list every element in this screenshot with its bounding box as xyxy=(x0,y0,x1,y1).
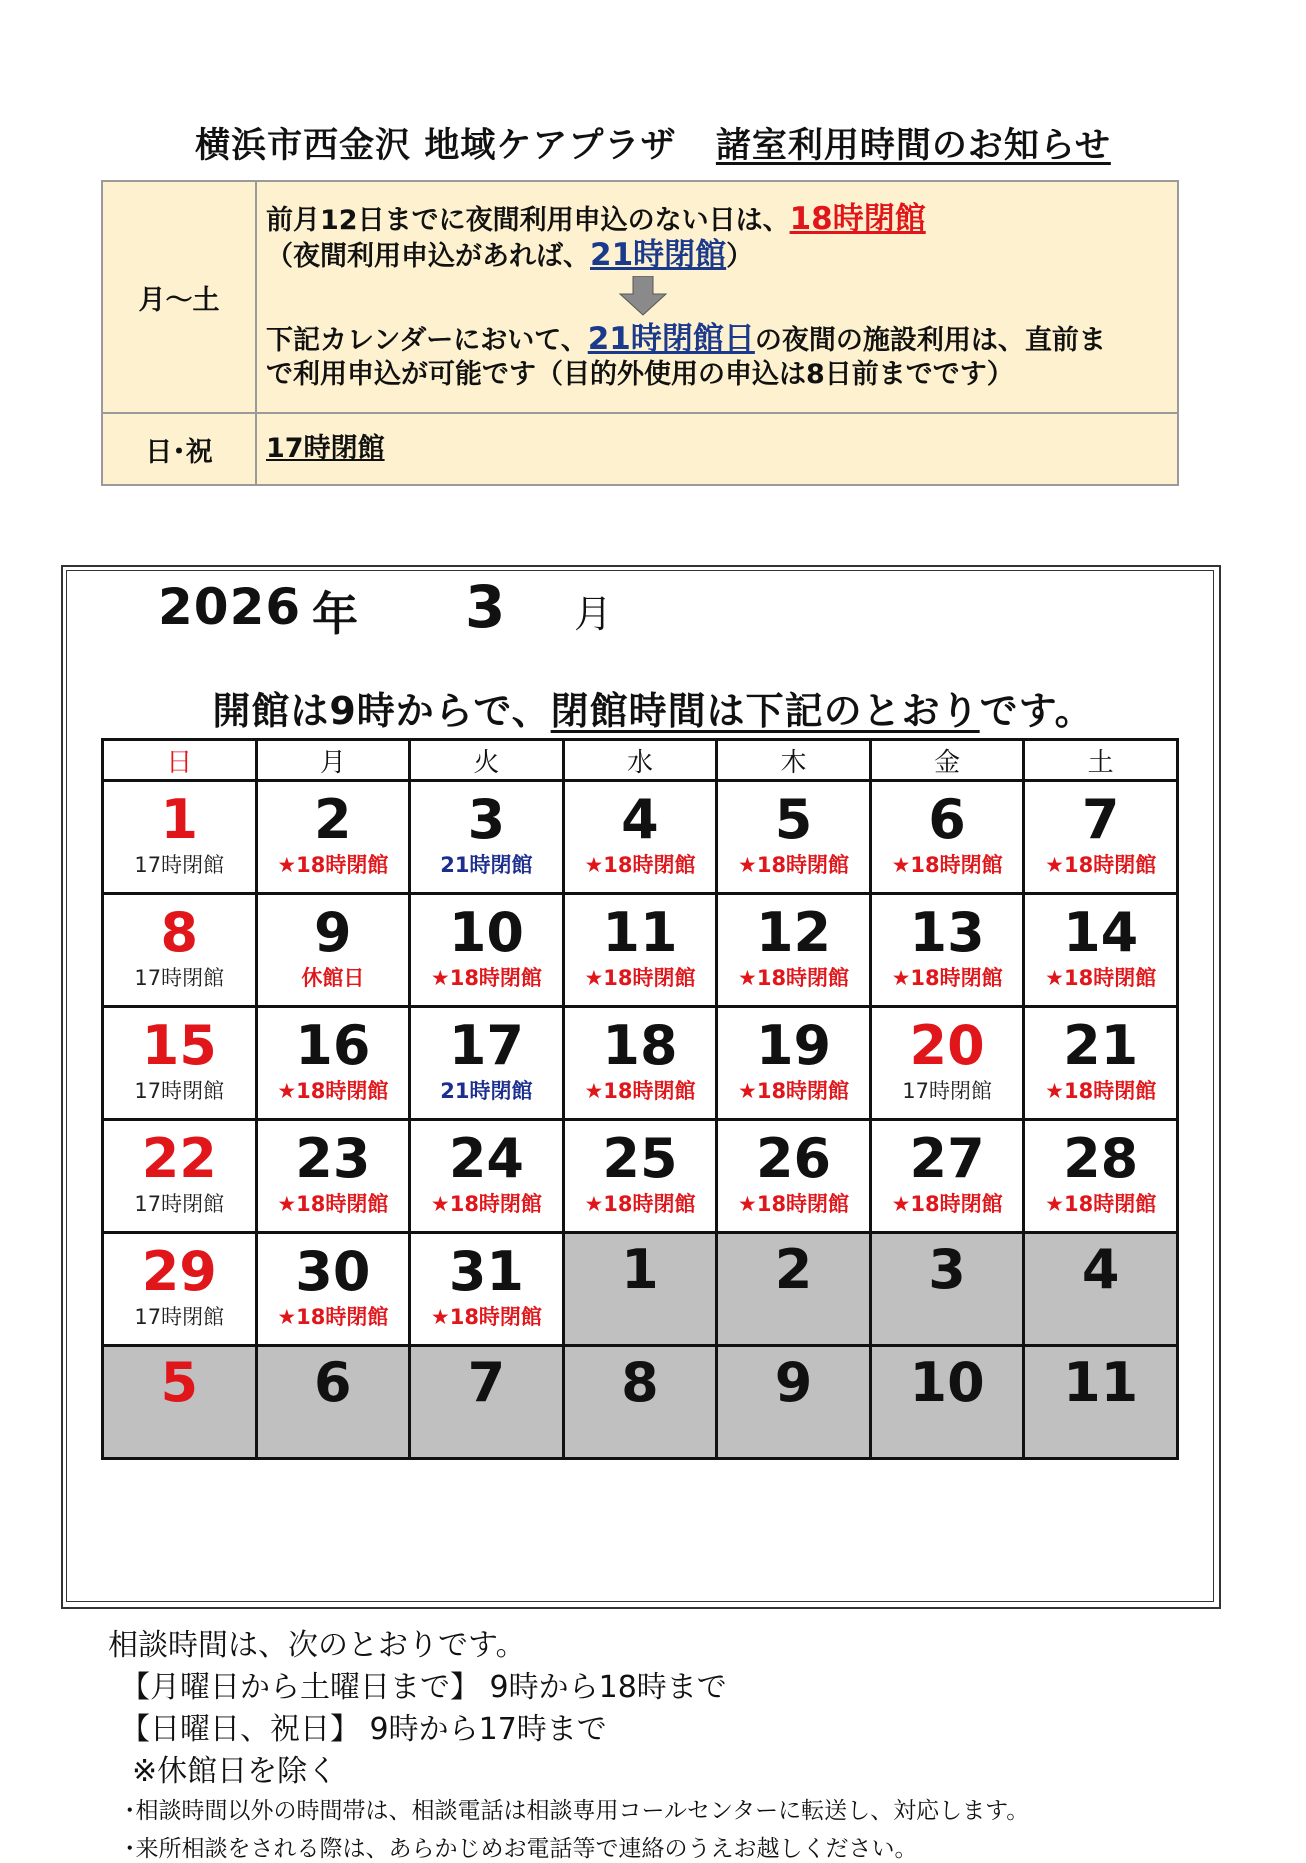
weekday-header: 月 xyxy=(256,740,410,781)
day-number: 13 xyxy=(909,901,985,964)
day-number: 16 xyxy=(295,1014,371,1077)
closing-time-label: ★18時閉館 xyxy=(738,853,850,877)
day-number: 17 xyxy=(448,1014,524,1077)
calendar-week-row xyxy=(103,894,1178,1007)
day-number: 19 xyxy=(755,1014,832,1077)
calendar-day-cell xyxy=(256,894,410,1007)
calendar-month: 3 xyxy=(465,573,506,641)
hours-info-table xyxy=(101,180,1179,486)
weekday-header: 木 xyxy=(717,740,871,781)
day-number: 31 xyxy=(448,1240,524,1303)
day-number: 28 xyxy=(1063,1127,1139,1190)
closing-21-emphasis: 21時閉館 xyxy=(590,237,727,273)
weekday-line1 xyxy=(266,202,1177,238)
closing-18-emphasis: 18時閉館 xyxy=(789,201,926,237)
calendar-day-cell xyxy=(103,1233,257,1346)
day-number: 21 xyxy=(1063,1014,1139,1077)
day-number: 9 xyxy=(774,1351,813,1414)
closing-time-label: ★18時閉館 xyxy=(584,1079,696,1103)
subtitle-pre: 開館は9時からで、 xyxy=(212,689,551,733)
holiday-cell xyxy=(256,413,1178,485)
title-sub: 諸室利用時間のお知らせ xyxy=(715,126,1111,166)
weekday-label: 月～土 xyxy=(102,181,256,413)
weekday-line2 xyxy=(266,238,1177,274)
calendar-day-cell-outside xyxy=(256,1346,410,1459)
day-number: 6 xyxy=(314,1351,352,1414)
notes-line2: 【月曜日から土曜日まで】 9時から18時まで xyxy=(120,1670,727,1705)
day-number: 5 xyxy=(160,1351,199,1414)
calendar-day-cell xyxy=(410,1120,564,1233)
day-number: 22 xyxy=(141,1127,217,1190)
weekday-line4: で利用申込が可能です（目的外使用の申込は8日前までです） xyxy=(266,359,1014,390)
calendar-day-cell xyxy=(1024,781,1178,894)
day-number: 10 xyxy=(448,901,524,964)
calendar-day-cell xyxy=(410,894,564,1007)
closing-time-label: ★18時閉館 xyxy=(738,1192,850,1216)
closing-time-label: 17時閉館 xyxy=(134,1079,225,1103)
calendar-day-cell-outside xyxy=(717,1233,871,1346)
closing-time-label: ★18時閉館 xyxy=(277,1305,389,1329)
calendar-day-cell xyxy=(103,781,257,894)
weekday-header: 土 xyxy=(1024,740,1178,781)
calendar-day-cell xyxy=(103,1120,257,1233)
closing-time-label: ★18時閉館 xyxy=(738,1079,850,1103)
calendar-day-cell-outside xyxy=(1024,1346,1178,1459)
down-arrow-icon xyxy=(618,276,668,316)
day-number: 18 xyxy=(602,1014,678,1077)
subtitle-underlined: 閉館時間は下記のとおり xyxy=(550,689,980,733)
calendar-day-cell xyxy=(870,1007,1024,1120)
calendar-day-cell xyxy=(410,781,564,894)
closing-time-label: ★18時閉館 xyxy=(277,1079,389,1103)
weekday-header: 水 xyxy=(563,740,717,781)
calendar-day-cell xyxy=(256,1233,410,1346)
day-number: 4 xyxy=(1081,1238,1120,1301)
closing-time-label: 17時閉館 xyxy=(134,1192,225,1216)
calendar-day-cell-outside xyxy=(563,1233,717,1346)
calendar-year-unit: 年 xyxy=(312,587,358,641)
day-number: 3 xyxy=(928,1238,966,1301)
calendar-day-cell xyxy=(1024,1007,1178,1120)
calendar-day-cell-outside xyxy=(870,1233,1024,1346)
calendar-day-cell xyxy=(717,1007,871,1120)
arrow-row xyxy=(266,274,1177,322)
calendar-day-cell xyxy=(1024,1120,1178,1233)
calendar-day-cell xyxy=(870,894,1024,1007)
day-number: 3 xyxy=(467,788,506,851)
closing-time-label: 21時閉館 xyxy=(440,1079,533,1103)
notes-small-1: ･相談時間以外の時間帯は、相談電話は相談専用コールセンターに転送し、対応します。 xyxy=(124,1798,1030,1824)
closing-time-label: 17時閉館 xyxy=(134,1305,225,1329)
day-number: 14 xyxy=(1063,901,1139,964)
day-number: 2 xyxy=(774,1238,813,1301)
closing-time-label: ★18時閉館 xyxy=(277,853,389,877)
day-number: 2 xyxy=(314,788,352,851)
day-number: 20 xyxy=(909,1014,985,1077)
weekday-line3-post: の夜間の施設利用は、直前ま xyxy=(754,325,1106,356)
day-number: 1 xyxy=(621,1238,659,1301)
calendar-day-cell xyxy=(410,1233,564,1346)
calendar-day-cell xyxy=(103,894,257,1007)
calendar-day-cell xyxy=(870,1120,1024,1233)
calendar-week-row xyxy=(103,1120,1178,1233)
calendar-subtitle xyxy=(0,680,1306,735)
notes-small-2: ･来所相談をされる際は、あらかじめお電話等で連絡のうえお越しください。 xyxy=(124,1836,918,1862)
weekday-header: 火 xyxy=(410,740,564,781)
day-number: 8 xyxy=(160,901,199,964)
holiday-text: 17時閉館 xyxy=(266,433,385,464)
day-number: 11 xyxy=(1063,1351,1139,1414)
calendar-grid xyxy=(101,738,1179,1460)
calendar-day-cell xyxy=(256,1007,410,1120)
calendar-day-cell xyxy=(717,1120,871,1233)
closing-time-label: ★18時閉館 xyxy=(430,1305,542,1329)
closing-time-label: ★18時閉館 xyxy=(1045,1079,1157,1103)
weekday-line3-text: 下記カレンダーにおいて、 xyxy=(266,325,588,356)
closing-time-label: ★18時閉館 xyxy=(891,853,1003,877)
calendar-day-cell xyxy=(410,1007,564,1120)
day-number: 10 xyxy=(909,1351,985,1414)
holiday-label: 日･祝 xyxy=(102,413,256,485)
holiday-row xyxy=(102,413,1178,485)
closing-time-label: ★18時閉館 xyxy=(430,966,542,990)
calendar-week-row xyxy=(103,1233,1178,1346)
weekday-row xyxy=(102,181,1178,413)
closing-time-label: 17時閉館 xyxy=(134,853,225,877)
closing-time-label: ★18時閉館 xyxy=(430,1192,542,1216)
calendar-day-cell-outside xyxy=(870,1346,1024,1459)
subtitle-post: です。 xyxy=(979,689,1094,733)
closing-21-day-emphasis: 21時閉館日 xyxy=(587,321,755,357)
closing-time-label: ★18時閉館 xyxy=(584,853,696,877)
closing-time-label: ★18時閉館 xyxy=(1045,853,1157,877)
calendar-day-cell xyxy=(717,894,871,1007)
closing-time-label: 17時閉館 xyxy=(902,1079,992,1103)
day-number: 9 xyxy=(314,901,352,964)
closing-time-label: ★18時閉館 xyxy=(584,966,696,990)
calendar-day-cell-outside xyxy=(410,1346,564,1459)
day-number: 4 xyxy=(621,788,659,851)
day-number: 24 xyxy=(448,1127,524,1190)
calendar-day-cell-outside xyxy=(1024,1233,1178,1346)
calendar-day-cell-outside xyxy=(563,1346,717,1459)
weekday-header-row xyxy=(103,740,1178,781)
calendar-day-cell xyxy=(256,1120,410,1233)
page-title xyxy=(0,118,1306,168)
day-number: 15 xyxy=(141,1014,217,1077)
calendar-month-unit: 月 xyxy=(574,592,613,636)
day-number: 8 xyxy=(621,1351,659,1414)
closing-time-label: 17時閉館 xyxy=(134,966,225,990)
closing-time-label: ★18時閉館 xyxy=(584,1192,696,1216)
calendar-day-cell xyxy=(563,781,717,894)
closing-time-label: ★18時閉館 xyxy=(277,1192,389,1216)
calendar-body xyxy=(103,781,1178,1459)
notes-line3: 【日曜日、祝日】 9時から17時まで xyxy=(120,1712,607,1747)
calendar-day-cell xyxy=(256,781,410,894)
closing-time-label: ★18時閉館 xyxy=(891,1192,1003,1216)
weekday-text xyxy=(256,181,1178,413)
day-number: 12 xyxy=(755,901,832,964)
calendar-day-cell xyxy=(563,1007,717,1120)
weekday-line3 xyxy=(266,322,1177,358)
day-number: 25 xyxy=(602,1127,678,1190)
day-number: 11 xyxy=(602,901,678,964)
closing-time-label: ★18時閉館 xyxy=(1045,1192,1157,1216)
weekday-header: 金 xyxy=(870,740,1024,781)
day-number: 7 xyxy=(1081,788,1120,851)
day-number: 30 xyxy=(295,1240,371,1303)
closing-time-label: 21時閉館 xyxy=(440,853,533,877)
calendar-day-cell-outside xyxy=(103,1346,257,1459)
calendar-week-row xyxy=(103,781,1178,894)
closing-time-label: 休館日 xyxy=(301,966,365,990)
calendar-day-cell xyxy=(563,894,717,1007)
calendar-day-cell xyxy=(717,781,871,894)
weekday-line2-text: （夜間利用申込があれば、 xyxy=(266,241,590,272)
day-number: 5 xyxy=(774,788,813,851)
calendar-day-cell xyxy=(1024,894,1178,1007)
calendar-week-row xyxy=(103,1007,1178,1120)
calendar-year: 2026 xyxy=(158,578,302,636)
weekday-line2-close: ） xyxy=(726,241,754,272)
notes-line4: ※休館日を除く xyxy=(132,1754,338,1789)
calendar-week-row xyxy=(103,1346,1178,1459)
weekday-header: 日 xyxy=(103,740,257,781)
day-number: 27 xyxy=(909,1127,985,1190)
day-number: 26 xyxy=(755,1127,832,1190)
calendar-day-cell xyxy=(563,1120,717,1233)
day-number: 23 xyxy=(295,1127,371,1190)
weekday-line1-text: 前月12日までに夜間利用申込のない日は、 xyxy=(266,205,790,236)
day-number: 29 xyxy=(141,1240,217,1303)
calendar-day-cell-outside xyxy=(717,1346,871,1459)
calendar-day-cell xyxy=(103,1007,257,1120)
day-number: 7 xyxy=(467,1351,506,1414)
day-number: 6 xyxy=(928,788,966,851)
day-number: 1 xyxy=(160,788,199,851)
consultation-notes xyxy=(108,1625,727,1793)
calendar-day-cell xyxy=(870,781,1024,894)
notes-line1: 相談時間は、次のとおりです。 xyxy=(108,1628,526,1663)
closing-time-label: ★18時閉館 xyxy=(1045,966,1157,990)
title-main: 横浜市西金沢 地域ケアプラザ xyxy=(195,126,677,166)
closing-time-label: ★18時閉館 xyxy=(738,966,850,990)
closing-time-label: ★18時閉館 xyxy=(891,966,1003,990)
